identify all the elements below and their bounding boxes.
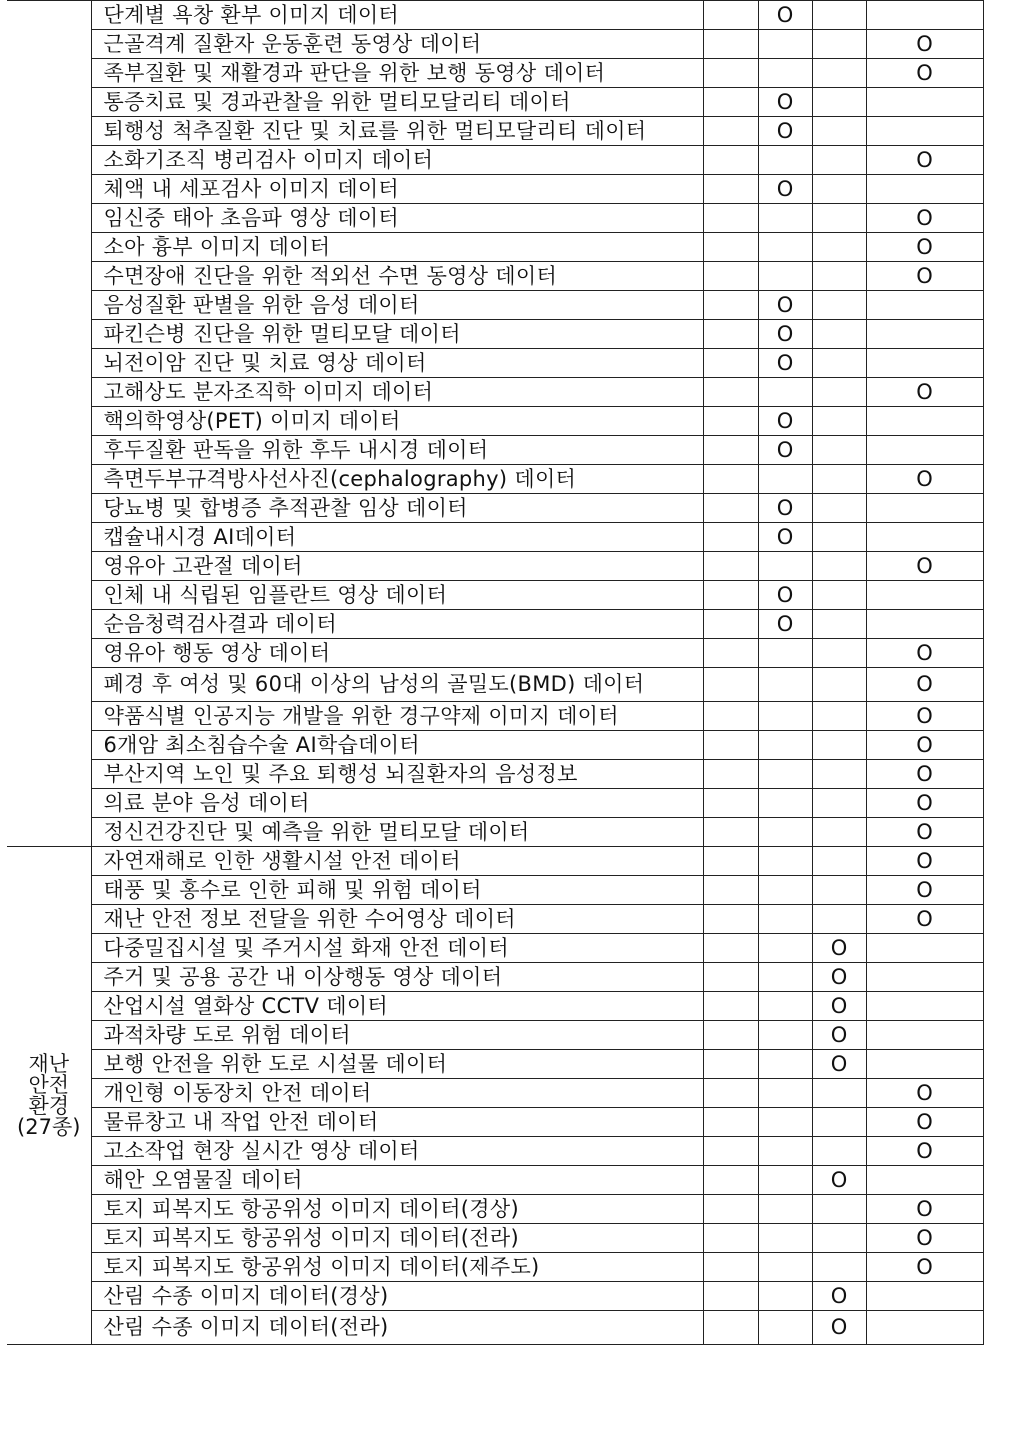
table-row <box>7 639 983 668</box>
table-row <box>7 1311 983 1345</box>
check-mark-cell: O <box>866 30 983 59</box>
empty-cell <box>703 59 758 88</box>
check-mark-cell: O <box>758 494 812 523</box>
empty-cell <box>703 552 758 581</box>
check-mark-cell: O <box>866 1079 983 1108</box>
empty-cell <box>703 523 758 552</box>
check-mark-cell: O <box>758 523 812 552</box>
check-mark-cell: O <box>758 320 812 349</box>
dataset-name: 개인형 이동장치 안전 데이터 <box>91 1079 703 1108</box>
table-row <box>7 175 983 204</box>
empty-cell <box>758 1224 812 1253</box>
empty-cell <box>812 30 866 59</box>
empty-cell <box>866 610 983 639</box>
dataset-name: 과적차량 도로 위험 데이터 <box>91 1021 703 1050</box>
empty-cell <box>703 1311 758 1345</box>
dataset-name: 후두질환 판독을 위한 후두 내시경 데이터 <box>91 436 703 465</box>
dataset-name: 해안 오염물질 데이터 <box>91 1166 703 1195</box>
empty-cell <box>812 407 866 436</box>
empty-cell <box>812 494 866 523</box>
empty-cell <box>812 465 866 494</box>
empty-cell <box>703 760 758 789</box>
table-row <box>7 731 983 760</box>
dataset-name: 임신중 태아 초음파 영상 데이터 <box>91 204 703 233</box>
empty-cell <box>866 88 983 117</box>
table-row <box>7 934 983 963</box>
empty-cell <box>758 760 812 789</box>
check-mark-cell: O <box>866 262 983 291</box>
table-row <box>7 905 983 934</box>
empty-cell <box>812 204 866 233</box>
table-row <box>7 291 983 320</box>
check-mark-cell: O <box>812 1050 866 1079</box>
empty-cell <box>866 494 983 523</box>
empty-cell <box>758 731 812 760</box>
empty-cell <box>758 1108 812 1137</box>
dataset-name: 근골격계 질환자 운동훈련 동영상 데이터 <box>91 30 703 59</box>
empty-cell <box>866 1021 983 1050</box>
category-cell-previous <box>7 1 91 847</box>
empty-cell <box>703 175 758 204</box>
empty-cell <box>758 702 812 731</box>
check-mark-cell: O <box>866 1224 983 1253</box>
empty-cell <box>758 1282 812 1311</box>
empty-cell <box>812 581 866 610</box>
dataset-name: 태풍 및 홍수로 인한 피해 및 위험 데이터 <box>91 876 703 905</box>
dataset-name: 다중밀집시설 및 주거시설 화재 안전 데이터 <box>91 934 703 963</box>
check-mark-cell: O <box>866 639 983 668</box>
empty-cell <box>758 876 812 905</box>
empty-cell <box>812 523 866 552</box>
empty-cell <box>758 233 812 262</box>
check-mark-cell: O <box>866 204 983 233</box>
empty-cell <box>812 378 866 407</box>
dataset-name: 폐경 후 여성 및 60대 이상의 남성의 골밀도(BMD) 데이터 <box>91 668 703 702</box>
empty-cell <box>866 1166 983 1195</box>
empty-cell <box>758 1021 812 1050</box>
table-row <box>7 262 983 291</box>
empty-cell <box>866 349 983 378</box>
empty-cell <box>703 1224 758 1253</box>
empty-cell <box>758 1079 812 1108</box>
empty-cell <box>758 30 812 59</box>
empty-cell <box>866 1 983 30</box>
empty-cell <box>703 436 758 465</box>
dataset-name: 6개암 최소침습수술 AI학습데이터 <box>91 731 703 760</box>
empty-cell <box>703 1253 758 1282</box>
table-row <box>7 760 983 789</box>
table-row <box>7 876 983 905</box>
empty-cell <box>703 581 758 610</box>
empty-cell <box>703 1166 758 1195</box>
empty-cell <box>703 934 758 963</box>
check-mark-cell: O <box>866 233 983 262</box>
empty-cell <box>758 639 812 668</box>
check-mark-cell: O <box>866 1108 983 1137</box>
empty-cell <box>812 1079 866 1108</box>
empty-cell <box>758 905 812 934</box>
check-mark-cell: O <box>758 407 812 436</box>
empty-cell <box>703 876 758 905</box>
dataset-name: 체액 내 세포검사 이미지 데이터 <box>91 175 703 204</box>
table-row <box>7 349 983 378</box>
empty-cell <box>812 789 866 818</box>
empty-cell <box>812 1195 866 1224</box>
check-mark-cell: O <box>812 1021 866 1050</box>
dataset-name: 토지 피복지도 항공위성 이미지 데이터(경상) <box>91 1195 703 1224</box>
empty-cell <box>812 668 866 702</box>
empty-cell <box>758 378 812 407</box>
empty-cell <box>812 760 866 789</box>
category-label-line: 재난 <box>28 1051 70 1076</box>
dataset-name: 수면장애 진단을 위한 적외선 수면 동영상 데이터 <box>91 262 703 291</box>
dataset-name: 측면두부규격방사선사진(cephalography) 데이터 <box>91 465 703 494</box>
check-mark-cell: O <box>866 760 983 789</box>
empty-cell <box>758 59 812 88</box>
empty-cell <box>703 847 758 876</box>
table-row <box>7 789 983 818</box>
table-row <box>7 702 983 731</box>
empty-cell <box>812 702 866 731</box>
empty-cell <box>866 963 983 992</box>
check-mark-cell: O <box>866 905 983 934</box>
empty-cell <box>758 1166 812 1195</box>
check-mark-cell: O <box>866 702 983 731</box>
check-mark-cell: O <box>758 581 812 610</box>
empty-cell <box>758 992 812 1021</box>
check-mark-cell: O <box>866 847 983 876</box>
empty-cell <box>866 523 983 552</box>
check-mark-cell: O <box>866 552 983 581</box>
category-label-line: 안전 <box>28 1072 70 1097</box>
empty-cell <box>703 1 758 30</box>
table-row <box>7 818 983 847</box>
empty-cell <box>812 175 866 204</box>
table-row <box>7 117 983 146</box>
check-mark-cell: O <box>866 731 983 760</box>
empty-cell <box>703 1108 758 1137</box>
empty-cell <box>812 1108 866 1137</box>
empty-cell <box>812 349 866 378</box>
empty-cell <box>812 1253 866 1282</box>
table-row <box>7 992 983 1021</box>
check-mark-cell: O <box>758 436 812 465</box>
empty-cell <box>703 233 758 262</box>
check-mark-cell: O <box>866 59 983 88</box>
check-mark-cell: O <box>866 146 983 175</box>
empty-cell <box>703 1050 758 1079</box>
empty-cell <box>812 436 866 465</box>
empty-cell <box>758 934 812 963</box>
empty-cell <box>703 291 758 320</box>
table-row <box>7 88 983 117</box>
empty-cell <box>703 1021 758 1050</box>
table-row <box>7 146 983 175</box>
empty-cell <box>703 117 758 146</box>
check-mark-cell: O <box>866 1253 983 1282</box>
empty-cell <box>812 876 866 905</box>
empty-cell <box>703 905 758 934</box>
empty-cell <box>812 1137 866 1166</box>
table-row <box>7 1050 983 1079</box>
empty-cell <box>703 30 758 59</box>
check-mark-cell: O <box>758 610 812 639</box>
empty-cell <box>758 204 812 233</box>
dataset-name: 뇌전이암 진단 및 치료 영상 데이터 <box>91 349 703 378</box>
empty-cell <box>812 1224 866 1253</box>
table-row <box>7 610 983 639</box>
table-row <box>7 320 983 349</box>
dataset-name: 토지 피복지도 항공위성 이미지 데이터(전라) <box>91 1224 703 1253</box>
table-row <box>7 1021 983 1050</box>
empty-cell <box>703 465 758 494</box>
empty-cell <box>866 1282 983 1311</box>
empty-cell <box>703 731 758 760</box>
check-mark-cell: O <box>812 992 866 1021</box>
dataset-name: 영유아 고관절 데이터 <box>91 552 703 581</box>
table-row <box>7 1108 983 1137</box>
check-mark-cell: O <box>758 291 812 320</box>
empty-cell <box>812 262 866 291</box>
table-row <box>7 1137 983 1166</box>
empty-cell <box>866 291 983 320</box>
empty-cell <box>812 847 866 876</box>
category-cell-disaster-safety <box>7 847 91 1345</box>
empty-cell <box>703 407 758 436</box>
table-row <box>7 59 983 88</box>
empty-cell <box>812 320 866 349</box>
table-row <box>7 1282 983 1311</box>
empty-cell <box>812 610 866 639</box>
dataset-name: 물류창고 내 작업 안전 데이터 <box>91 1108 703 1137</box>
empty-cell <box>812 639 866 668</box>
empty-cell <box>812 905 866 934</box>
empty-cell <box>758 262 812 291</box>
empty-cell <box>758 465 812 494</box>
check-mark-cell: O <box>758 349 812 378</box>
table-row <box>7 1166 983 1195</box>
table-row <box>7 847 983 876</box>
empty-cell <box>866 117 983 146</box>
table-row <box>7 668 983 702</box>
check-mark-cell: O <box>866 818 983 847</box>
empty-cell <box>812 59 866 88</box>
dataset-name: 고소작업 현장 실시간 영상 데이터 <box>91 1137 703 1166</box>
empty-cell <box>866 175 983 204</box>
empty-cell <box>758 847 812 876</box>
empty-cell <box>812 117 866 146</box>
dataset-name: 토지 피복지도 항공위성 이미지 데이터(제주도) <box>91 1253 703 1282</box>
table-row <box>7 465 983 494</box>
dataset-name: 퇴행성 척추질환 진단 및 치료를 위한 멀티모달리티 데이터 <box>91 117 703 146</box>
dataset-name: 인체 내 식립된 임플란트 영상 데이터 <box>91 581 703 610</box>
empty-cell <box>866 1050 983 1079</box>
table-row <box>7 1224 983 1253</box>
empty-cell <box>703 1282 758 1311</box>
check-mark-cell: O <box>866 1137 983 1166</box>
table-row <box>7 552 983 581</box>
category-label-line: 환경 <box>28 1093 70 1118</box>
check-mark-cell: O <box>866 789 983 818</box>
dataset-name: 족부질환 및 재활경과 판단을 위한 보행 동영상 데이터 <box>91 59 703 88</box>
table-row <box>7 436 983 465</box>
empty-cell <box>812 1 866 30</box>
dataset-name: 핵의학영상(PET) 이미지 데이터 <box>91 407 703 436</box>
empty-cell <box>703 702 758 731</box>
table-row <box>7 963 983 992</box>
empty-cell <box>866 1311 983 1345</box>
empty-cell <box>758 818 812 847</box>
dataset-name: 소아 흉부 이미지 데이터 <box>91 233 703 262</box>
empty-cell <box>758 1195 812 1224</box>
empty-cell <box>758 668 812 702</box>
empty-cell <box>866 320 983 349</box>
table-row <box>7 494 983 523</box>
empty-cell <box>866 436 983 465</box>
check-mark-cell: O <box>866 378 983 407</box>
dataset-name: 보행 안전을 위한 도로 시설물 데이터 <box>91 1050 703 1079</box>
check-mark-cell: O <box>758 175 812 204</box>
empty-cell <box>812 552 866 581</box>
check-mark-cell: O <box>758 1 812 30</box>
check-mark-cell: O <box>866 668 983 702</box>
check-mark-cell: O <box>812 934 866 963</box>
empty-cell <box>758 1050 812 1079</box>
empty-cell <box>758 963 812 992</box>
dataset-name: 산림 수종 이미지 데이터(전라) <box>91 1311 703 1345</box>
dataset-name: 정신건강진단 및 예측을 위한 멀티모달 데이터 <box>91 818 703 847</box>
table-row <box>7 378 983 407</box>
dataset-name: 음성질환 판별을 위한 음성 데이터 <box>91 291 703 320</box>
check-mark-cell: O <box>812 1311 866 1345</box>
check-mark-cell: O <box>812 1282 866 1311</box>
empty-cell <box>812 731 866 760</box>
dataset-name: 소화기조직 병리검사 이미지 데이터 <box>91 146 703 175</box>
empty-cell <box>812 233 866 262</box>
empty-cell <box>758 552 812 581</box>
empty-cell <box>812 88 866 117</box>
check-mark-cell: O <box>866 465 983 494</box>
dataset-name: 약품식별 인공지능 개발을 위한 경구약제 이미지 데이터 <box>91 702 703 731</box>
dataset-name: 순음청력검사결과 데이터 <box>91 610 703 639</box>
empty-cell <box>703 320 758 349</box>
empty-cell <box>703 494 758 523</box>
dataset-name: 캡슐내시경 AI데이터 <box>91 523 703 552</box>
empty-cell <box>703 789 758 818</box>
empty-cell <box>866 581 983 610</box>
empty-cell <box>866 934 983 963</box>
table-row <box>7 523 983 552</box>
empty-cell <box>703 639 758 668</box>
dataset-name: 주거 및 공용 공간 내 이상행동 영상 데이터 <box>91 963 703 992</box>
empty-cell <box>866 992 983 1021</box>
category-label-line: (27종) <box>17 1114 81 1139</box>
table-row <box>7 1079 983 1108</box>
table-row <box>7 233 983 262</box>
check-mark-cell: O <box>812 1166 866 1195</box>
dataset-name: 재난 안전 정보 전달을 위한 수어영상 데이터 <box>91 905 703 934</box>
table-row <box>7 204 983 233</box>
table-row <box>7 1253 983 1282</box>
empty-cell <box>812 291 866 320</box>
empty-cell <box>758 146 812 175</box>
dataset-name: 부산지역 노인 및 주요 퇴행성 뇌질환자의 음성정보 <box>91 760 703 789</box>
dataset-name: 고해상도 분자조직학 이미지 데이터 <box>91 378 703 407</box>
empty-cell <box>703 378 758 407</box>
empty-cell <box>703 668 758 702</box>
empty-cell <box>812 818 866 847</box>
dataset-name: 단계별 욕창 환부 이미지 데이터 <box>91 1 703 30</box>
check-mark-cell: O <box>758 88 812 117</box>
check-mark-cell: O <box>866 876 983 905</box>
dataset-name: 통증치료 및 경과관찰을 위한 멀티모달리티 데이터 <box>91 88 703 117</box>
dataset-name: 의료 분야 음성 데이터 <box>91 789 703 818</box>
empty-cell <box>703 992 758 1021</box>
empty-cell <box>703 88 758 117</box>
empty-cell <box>866 407 983 436</box>
check-mark-cell: O <box>866 1195 983 1224</box>
empty-cell <box>812 146 866 175</box>
empty-cell <box>758 1137 812 1166</box>
empty-cell <box>703 204 758 233</box>
empty-cell <box>703 349 758 378</box>
table-row <box>7 581 983 610</box>
empty-cell <box>758 789 812 818</box>
check-mark-cell: O <box>758 117 812 146</box>
table-body <box>7 1 983 1345</box>
dataset-name: 산업시설 열화상 CCTV 데이터 <box>91 992 703 1021</box>
empty-cell <box>758 1253 812 1282</box>
check-mark-cell: O <box>812 963 866 992</box>
empty-cell <box>703 610 758 639</box>
empty-cell <box>703 146 758 175</box>
empty-cell <box>703 1137 758 1166</box>
dataset-name: 자연재해로 인한 생활시설 안전 데이터 <box>91 847 703 876</box>
table-row <box>7 1 983 30</box>
dataset-name: 산림 수종 이미지 데이터(경상) <box>91 1282 703 1311</box>
table-row <box>7 30 983 59</box>
empty-cell <box>703 1079 758 1108</box>
dataset-table <box>7 0 984 1345</box>
empty-cell <box>703 1195 758 1224</box>
dataset-name: 파킨슨병 진단을 위한 멀티모달 데이터 <box>91 320 703 349</box>
table-row <box>7 407 983 436</box>
dataset-name: 영유아 행동 영상 데이터 <box>91 639 703 668</box>
dataset-name: 당뇨병 및 합병증 추적관찰 임상 데이터 <box>91 494 703 523</box>
empty-cell <box>703 818 758 847</box>
empty-cell <box>758 1311 812 1345</box>
empty-cell <box>703 963 758 992</box>
table-row <box>7 1195 983 1224</box>
empty-cell <box>703 262 758 291</box>
